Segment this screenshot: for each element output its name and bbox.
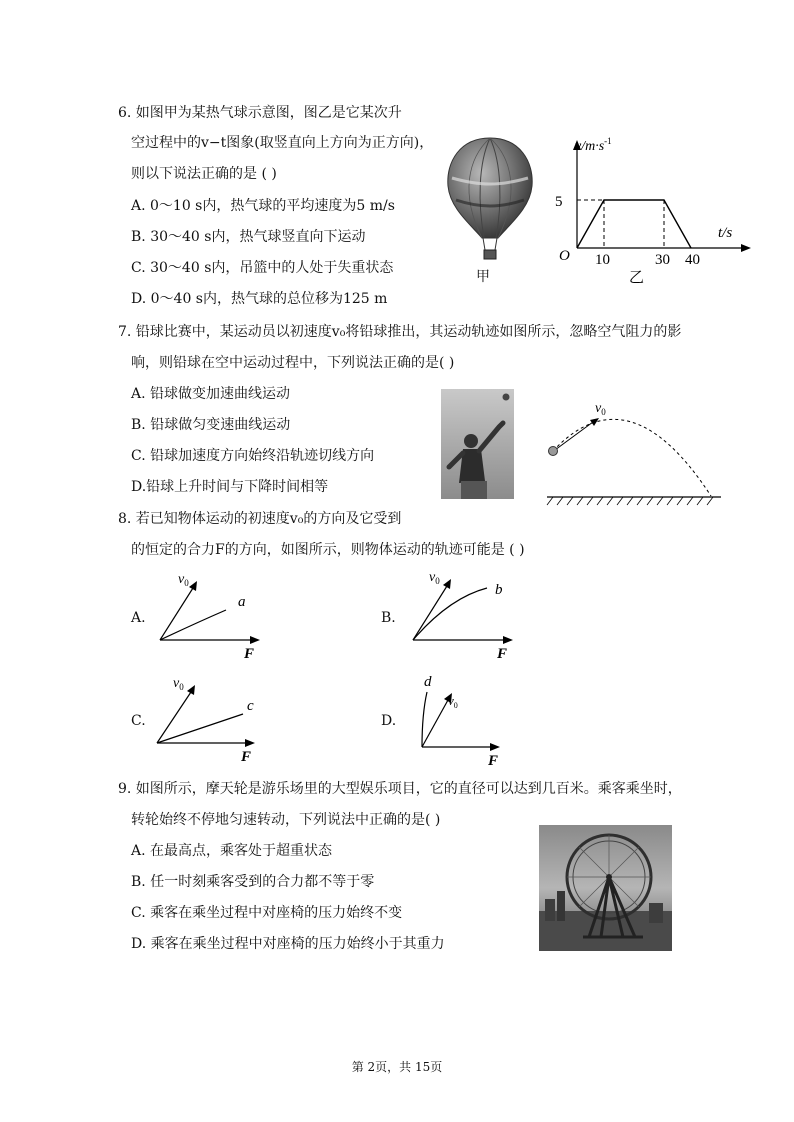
q7-stem-line2: 响，则铅球在空中运动过程中，下列说法正确的是( ) [131,355,455,371]
velocity-curve [577,200,691,248]
q6-stem-line3: 则以下说法正确的是 ( ) [131,166,277,182]
origin-label: O [559,248,570,264]
shot-ball [549,447,558,456]
q6-stem-line2: 空过程中的v−t图象(取竖直向上方向为正方向)， [131,135,434,151]
curve-label-b: b [495,582,503,598]
q8-option-d-diagram [408,670,508,765]
x-tick-10: 10 [595,252,610,268]
q8-option-b-diagram [409,568,519,658]
force-arrowhead [245,739,255,747]
q8-stem-line1: 8. 若已知物体运动的初速度v₀的方向及它受到 [118,511,402,527]
q6-option-a: A. 0～10 s内，热气球的平均速度为5 m/s [131,198,395,214]
q6-option-b: B. 30～40 s内，热气球竖直向下运动 [131,229,366,245]
q9-option-b: B. 任一时刻乘客受到的合力都不等于零 [131,874,375,890]
ground-hatching [547,497,713,505]
q9-option-c: C. 乘客在乘坐过程中对座椅的压力始终不变 [131,905,403,921]
f-label: F [488,753,499,765]
q6-option-d: D. 0～40 s内，热气球的总位移为125 m [131,291,388,307]
q9-stem-line1: 9. 如图所示，摩天轮是游乐场里的大型娱乐项目，它的直径可以达到几百米。乘客乘坐时， [118,781,682,797]
x-axis-arrow [741,244,751,252]
x-axis-label: t/s [718,225,733,241]
q7-option-b: B. 铅球做匀变速曲线运动 [131,417,291,433]
f-label: F [244,646,255,658]
curve-label-c: c [247,698,254,714]
velocity-arrowhead [187,685,195,695]
v0-label: $v_0$ [429,570,440,586]
q8-option-a-label: A. [131,610,146,626]
page-footer: 第 2页，共 15页 [351,1060,443,1074]
curve-label-d: d [424,674,432,690]
q9-option-d: D. 乘客在乘坐过程中对座椅的压力始终小于其重力 [131,936,445,952]
v0-label: $v_0$ [173,676,184,692]
velocity-arrowhead [443,579,451,589]
trajectory-b [413,588,487,640]
trajectory-c [157,714,243,743]
shot-put-trajectory-diagram [543,398,723,513]
velocity-arrow [422,700,448,747]
force-arrowhead [503,636,513,644]
v0-label: $v_0$ [448,693,458,710]
q8-option-c-label: C. [131,713,146,729]
q7-option-c: C. 铅球加速度方向始终沿轨迹切线方向 [131,448,375,464]
f-label: F [497,646,508,658]
balloon-caption: 甲 [476,269,490,285]
force-arrowhead [250,636,260,644]
velocity-arrow [413,586,447,640]
q8-option-d-label: D. [381,713,397,729]
q7-option-d: D.铅球上升时间与下降时间相等 [131,479,329,495]
q8-option-a-diagram [156,568,266,658]
v0-label: $v_0$ [178,572,189,588]
velocity-arrow [157,692,191,743]
x-tick-40: 40 [685,252,700,268]
q8-stem-line2: 的恒定的合力F的方向，如图所示，则物体运动的轨迹可能是 ( ) [131,542,525,558]
q9-stem-line2: 转轮始终不停地匀速转动，下列说法中正确的是( ) [131,812,441,828]
f-label: F [241,749,252,762]
v0-arrow [555,422,593,450]
force-arrowhead [490,743,500,751]
q8-option-c-diagram [153,672,263,762]
ferris-wheel-photo [539,825,672,951]
v0-arrowhead [590,418,599,426]
velocity-arrowhead [189,581,197,591]
graph-caption: 乙 [629,270,645,286]
q6-option-c: C. 30～40 s内，吊篮中的人处于失重状态 [131,260,394,276]
q7-option-a: A. 铅球做变加速曲线运动 [131,386,291,402]
y-tick-5: 5 [555,194,563,210]
y-axis-label: $v/m\cdot s^{-1}$ [575,136,612,154]
q9-option-a: A. 在最高点，乘客处于超重状态 [131,843,333,859]
q7-stem-line1: 7. 铅球比赛中，某运动员以初速度v₀将铅球推出，其运动轨迹如图所示，忽略空气阻力的影 [118,324,682,340]
trajectory-dashed [553,419,711,496]
velocity-time-graph [545,126,760,286]
q6-stem-line1: 6. 如图甲为某热气球示意图，图乙是它某次升 [118,105,402,121]
shot-put-athlete-photo [441,389,514,499]
q8-option-b-label: B. [381,610,396,626]
x-tick-30: 30 [655,252,670,268]
hot-air-balloon-image [440,134,540,284]
curve-label-a: a [238,594,246,610]
v0-label: $v_0$ [595,401,606,417]
